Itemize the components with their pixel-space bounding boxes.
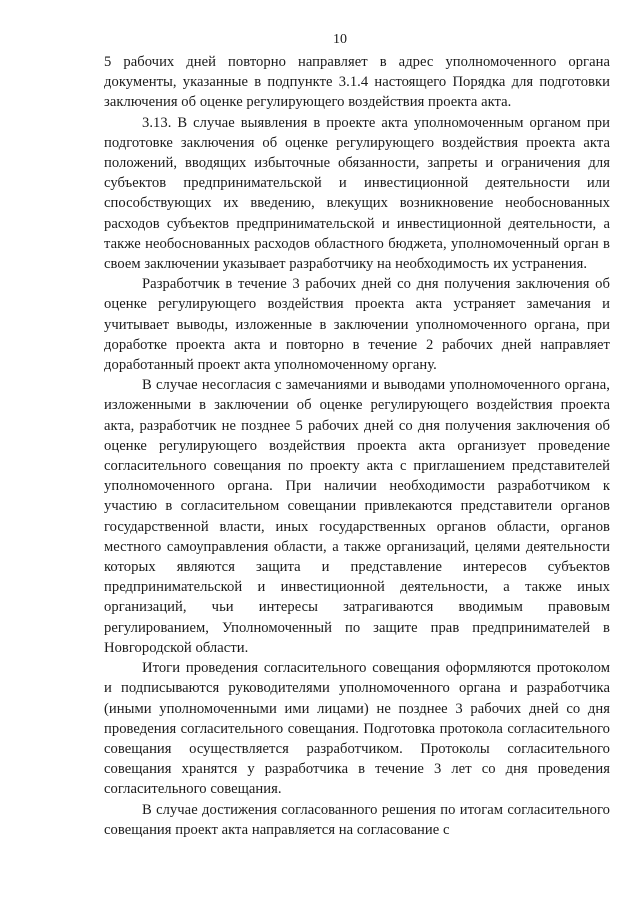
paragraph-agreed-decision: В случае достижения согласованного решения по итогам согласительного совещания проект акта направляется на согласование с xyxy=(104,801,610,838)
paragraph-disagreement-meeting: В случае несогласия с замечаниями и выводами уполномоченного органа, изложенными в заключении об оценке регулирующего воздействия проекта акта, разработчик не позднее 5 рабочих дней со дня получения заключения об оценке регулирующего воздействия проекта акта организует проведение согласительного совещания по проекту акта с приглашением представителей уполномоченного органа. При наличии необходимости разработчиком к участию в согласительном совещании привлекаются представители органов государственной власти, иных государственных органов области, органов местного самоуправления области, а также организаций, целями деятельности которых являются защита и представление интересов субъектов предпринимательской и инвестиционной деятельности, а также иных организаций, чьи интересы затрагиваются вводимым правовым регулированием, Уполномоченный по защите прав предпринимателей в Новгородской области. xyxy=(104,377,610,656)
document-body xyxy=(104,52,610,840)
page-number: 10 xyxy=(333,32,347,47)
paragraph-meeting-results: Итоги проведения согласительного совещания оформляются протоколом и подписываются руководителями уполномоченного органа и разработчика (иными уполномоченными ими лицами) не позднее 3 рабочих дней со дня проведения согласительного совещания. Подготовка протокола согласительного совещания осуществляется разработчиком. Протоколы согласительного совещания хранятся у разработчика в течение 3 лет со дня проведения согласительного совещания. xyxy=(104,660,610,798)
paragraph-continuation: 5 рабочих дней повторно направляет в адрес уполномоченного органа документы, указанные в подпункте 3.1.4 настоящего Порядка для подготовки заключения об оценке регулирующего воздействия проекта акта. xyxy=(104,54,610,111)
paragraph-developer-revision: Разработчик в течение 3 рабочих дней со дня получения заключения об оценке регулирующего воздействия проекта акта устраняет замечания и учитывает выводы, изложенные в заключении уполномоченного органа, при доработке проекта акта и повторно в течение 2 рабочих дней направляет доработанный проект акта уполномоченному органу. xyxy=(104,276,610,374)
paragraph-3-13: 3.13. В случае выявления в проекте акта уполномоченным органом при подготовке заключения об оценке регулирующего воздействия проекта акта положений, вводящих избыточные обязанности, запреты и ограничения для субъектов предпринимательской и инвестиционной деятельности или способствующих их введению, влекущих возникновение необоснованных расходов субъектов предпринимательской и инвестиционной деятельности, а также необоснованных расходов областного бюджета, уполномоченный орган в своем заключении указывает разработчику на необходимость их устранения. xyxy=(104,114,610,273)
